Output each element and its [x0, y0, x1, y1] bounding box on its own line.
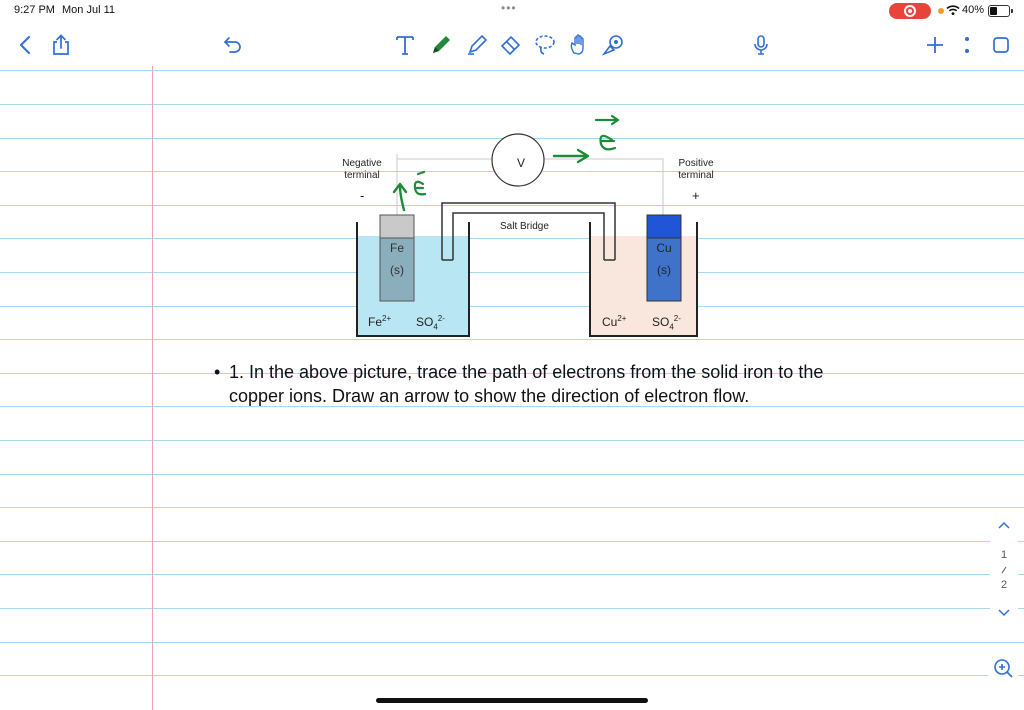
battery-icon — [988, 5, 1010, 17]
chevron-down-icon[interactable] — [997, 608, 1011, 618]
microphone-icon[interactable] — [748, 32, 774, 58]
ruled-line — [0, 574, 1024, 575]
status-time: 9:27 PM — [14, 4, 55, 16]
eraser-icon[interactable] — [498, 32, 524, 58]
copper-ion-label: $Cu^{2+}$ — [602, 314, 627, 329]
shapes-icon[interactable] — [600, 32, 626, 58]
question-text: 1. In the above picture, trace the path of electrons from the solid iron to the copper ions. Draw an arrow to show the direction of electron flow. — [229, 362, 824, 406]
negative-terminal-label: Negative terminal — [342, 158, 382, 181]
status-date: Mon Jul 11 — [62, 4, 115, 16]
positive-terminal-label: Positive terminal — [678, 158, 714, 181]
ruled-line — [0, 507, 1024, 508]
share-icon[interactable] — [48, 32, 74, 58]
page-separator-icon — [1000, 566, 1008, 574]
current-page: 1 — [1000, 549, 1008, 561]
home-indicator[interactable] — [376, 698, 648, 703]
anode-state: (s) — [390, 263, 404, 277]
wifi-icon — [946, 4, 960, 16]
anode-symbol: Fe — [389, 241, 404, 255]
hand-icon[interactable] — [566, 32, 592, 58]
pages-icon[interactable] — [988, 32, 1014, 58]
battery-percentage: 40% — [962, 4, 985, 16]
zoom-in-icon[interactable] — [988, 654, 1018, 684]
chevron-up-icon[interactable] — [997, 520, 1011, 530]
margin-line — [152, 66, 153, 710]
ruled-line — [0, 608, 1024, 609]
ruled-line — [0, 541, 1024, 542]
ruled-line — [0, 675, 1024, 676]
more-icon[interactable] — [954, 32, 980, 58]
voltmeter-label: V — [516, 156, 525, 170]
highlighter-icon[interactable] — [464, 32, 490, 58]
ruled-line — [0, 474, 1024, 475]
cathode-state: (s) — [657, 263, 671, 277]
cathode-symbol: Cu — [656, 241, 672, 255]
ruled-line — [0, 440, 1024, 441]
lasso-icon[interactable] — [532, 32, 558, 58]
add-icon[interactable] — [922, 32, 948, 58]
back-icon[interactable] — [12, 32, 38, 58]
negative-sign: - — [360, 188, 365, 203]
text-tool-icon[interactable] — [392, 32, 418, 58]
salt-bridge-label: Salt Bridge — [500, 221, 549, 232]
screen-recording-icon[interactable] — [889, 3, 931, 19]
status-bar — [0, 0, 1024, 24]
bullet: • — [214, 362, 221, 382]
total-pages: 2 — [1000, 579, 1008, 591]
galvanic-cell-diagram — [330, 100, 730, 348]
iron-ion-label: $Fe^{2+}$ — [368, 314, 392, 329]
positive-sign: + — [692, 188, 700, 203]
ruled-line — [0, 642, 1024, 643]
ruled-line — [0, 70, 1024, 71]
page-navigator — [990, 516, 1018, 626]
microphone-indicator-icon — [938, 8, 944, 14]
toolbar — [0, 24, 1024, 64]
undo-icon[interactable] — [220, 32, 246, 58]
multitasking-dots-icon[interactable]: ••• — [501, 1, 517, 15]
pen-icon[interactable] — [428, 32, 454, 58]
sulfate-ion-label-left: $SO_4^{2-}$ — [416, 314, 445, 332]
sulfate-ion-label-right: $SO_4^{2-}$ — [652, 314, 681, 332]
